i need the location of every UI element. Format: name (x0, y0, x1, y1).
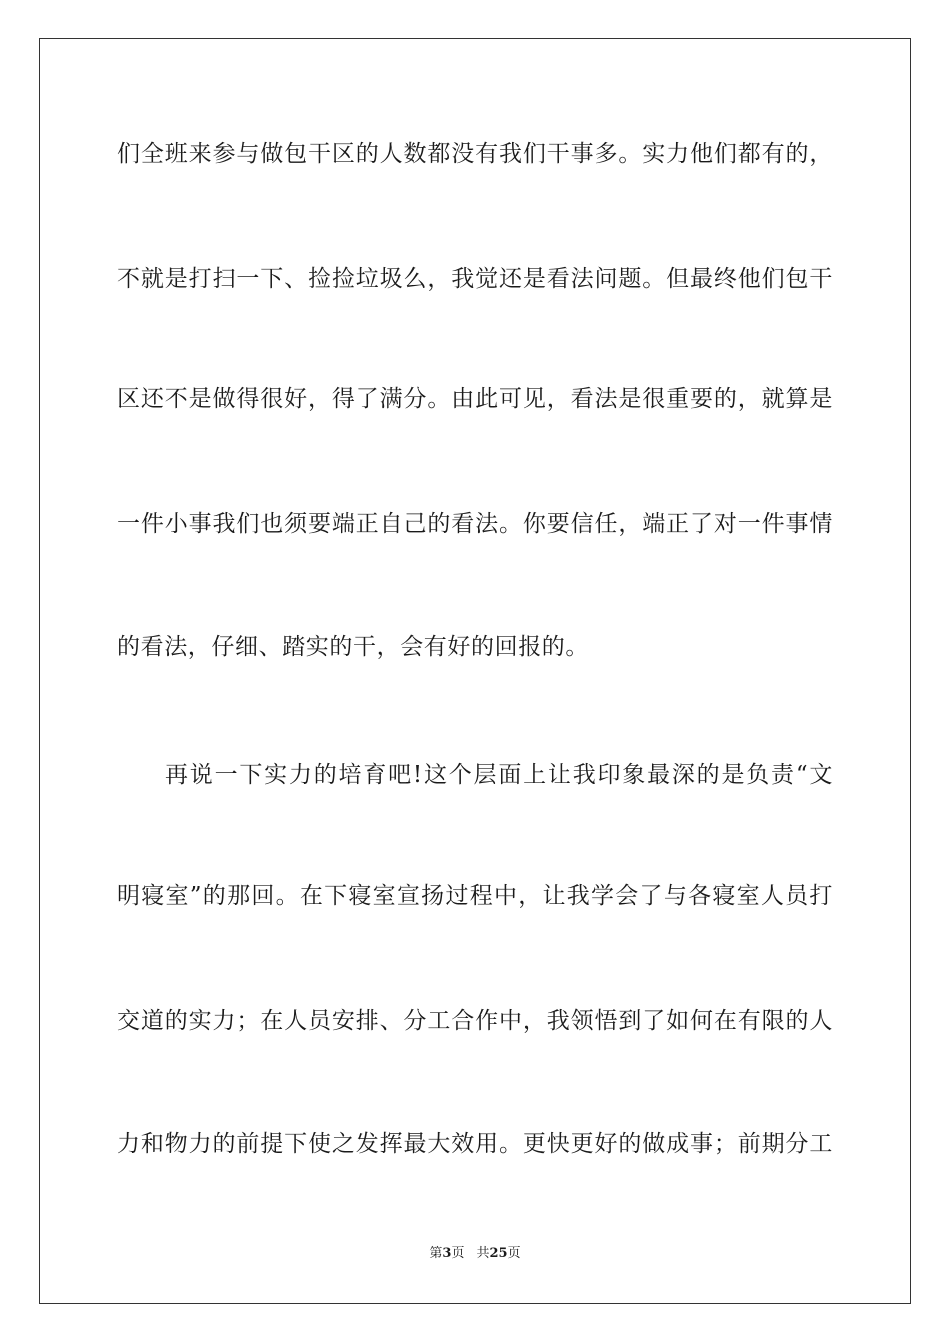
text-line: 们全班来参与做包干区的人数都没有我们干事多。实力他们都有的， (117, 141, 833, 167)
text-line: 一件小事我们也须要端正自己的看法。你要信任，端正了对一件事情 (117, 511, 833, 537)
text-line: 明寝室”的那回。在下寝室宣扬过程中，让我学会了与各寝室人员打 (117, 883, 833, 909)
page-footer (0, 1245, 950, 1263)
text-line: 交道的实力；在人员安排、分工合作中，我领悟到了如何在有限的人 (117, 1008, 833, 1034)
text-line: 的看法，仔细、踏实的干，会有好的回报的。 (117, 634, 589, 660)
total-pages: 25 (489, 1246, 508, 1261)
total-prefix: 共 (476, 1246, 490, 1261)
text-line: 不就是打扫一下、捡捡垃圾么，我觉还是看法问题。但最终他们包干 (117, 266, 833, 292)
text-line: 区还不是做得很好，得了满分。由此可见，看法是很重要的，就算是 (117, 386, 833, 412)
text-line: 力和物力的前提下使之发挥最大效用。更快更好的做成事；前期分工 (117, 1131, 833, 1157)
page-prefix: 第 (429, 1246, 443, 1261)
page-number: 3 (442, 1246, 452, 1261)
page-frame (39, 38, 911, 1304)
total-suffix: 页 (507, 1246, 521, 1261)
page-suffix: 页 (451, 1246, 465, 1261)
paragraph-start-line: 再说一下实力的培育吧!这个层面上让我印象最深的是负责“文 (165, 762, 833, 788)
